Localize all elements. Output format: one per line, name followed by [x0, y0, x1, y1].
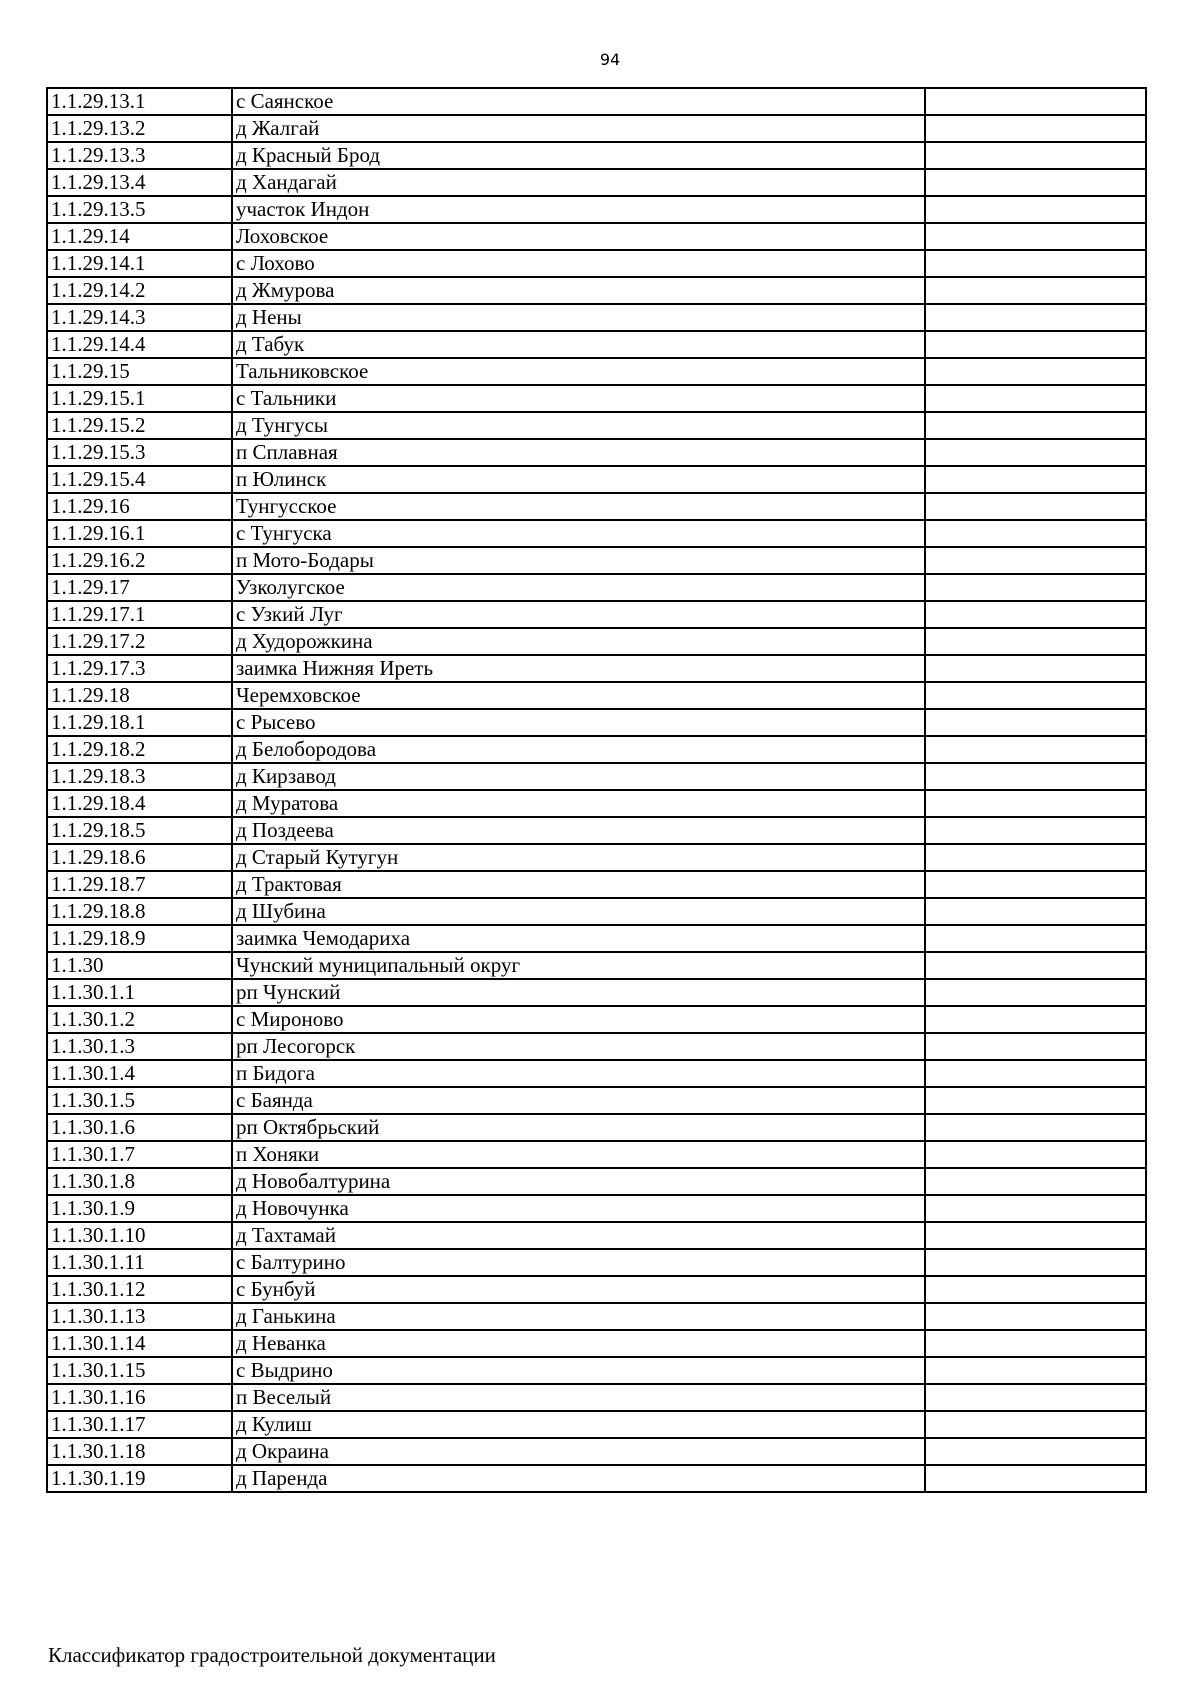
- table-row: [47, 844, 1146, 871]
- row-name-cell: с Рысево: [232, 709, 925, 736]
- row-code-cell: 1.1.29.15.3: [47, 439, 232, 466]
- table-row: [47, 1141, 1146, 1168]
- row-name-cell: д Шубина: [232, 898, 925, 925]
- row-name-cell: п Веселый: [232, 1384, 925, 1411]
- row-code-cell: 1.1.29.18.3: [47, 763, 232, 790]
- row-extra-cell: [925, 1114, 1146, 1141]
- row-code-cell: 1.1.30.1.8: [47, 1168, 232, 1195]
- row-extra-cell: [925, 1465, 1146, 1492]
- row-name-cell: Чунский муниципальный округ: [232, 952, 925, 979]
- row-extra-cell: [925, 1222, 1146, 1249]
- row-code-cell: 1.1.30.1.18: [47, 1438, 232, 1465]
- row-code-cell: 1.1.30.1.10: [47, 1222, 232, 1249]
- row-code-cell: 1.1.29.18.4: [47, 790, 232, 817]
- table-row: [47, 412, 1146, 439]
- table-row: [47, 790, 1146, 817]
- row-name-cell: Тальниковское: [232, 358, 925, 385]
- row-code-cell: 1.1.29.14: [47, 223, 232, 250]
- row-name-cell: д Кулиш: [232, 1411, 925, 1438]
- table-row: [47, 1330, 1146, 1357]
- row-code-cell: 1.1.29.13.4: [47, 169, 232, 196]
- row-extra-cell: [925, 520, 1146, 547]
- row-code-cell: 1.1.29.14.2: [47, 277, 232, 304]
- table-row: [47, 898, 1146, 925]
- row-extra-cell: [925, 1357, 1146, 1384]
- row-code-cell: 1.1.30.1.9: [47, 1195, 232, 1222]
- row-extra-cell: [925, 1168, 1146, 1195]
- row-extra-cell: [925, 709, 1146, 736]
- row-name-cell: п Мото-Бодары: [232, 547, 925, 574]
- table-row: [47, 871, 1146, 898]
- row-code-cell: 1.1.29.18.8: [47, 898, 232, 925]
- row-code-cell: 1.1.30.1.2: [47, 1006, 232, 1033]
- row-extra-cell: [925, 1303, 1146, 1330]
- row-name-cell: д Нены: [232, 304, 925, 331]
- row-extra-cell: [925, 763, 1146, 790]
- row-code-cell: 1.1.29.16.1: [47, 520, 232, 547]
- row-code-cell: 1.1.30.1.16: [47, 1384, 232, 1411]
- table-row: [47, 736, 1146, 763]
- row-code-cell: 1.1.30: [47, 952, 232, 979]
- row-name-cell: д Муратова: [232, 790, 925, 817]
- table-row: [47, 1222, 1146, 1249]
- table-row: [47, 358, 1146, 385]
- row-code-cell: 1.1.29.15.4: [47, 466, 232, 493]
- row-name-cell: д Тунгусы: [232, 412, 925, 439]
- row-name-cell: д Трактовая: [232, 871, 925, 898]
- row-name-cell: п Юлинск: [232, 466, 925, 493]
- row-extra-cell: [925, 142, 1146, 169]
- table-row: [47, 88, 1146, 115]
- row-code-cell: 1.1.30.1.17: [47, 1411, 232, 1438]
- row-extra-cell: [925, 1141, 1146, 1168]
- row-extra-cell: [925, 1033, 1146, 1060]
- row-extra-cell: [925, 682, 1146, 709]
- row-extra-cell: [925, 250, 1146, 277]
- table-row: [47, 223, 1146, 250]
- row-name-cell: д Хандагай: [232, 169, 925, 196]
- row-code-cell: 1.1.29.16.2: [47, 547, 232, 574]
- table-row: [47, 1168, 1146, 1195]
- row-code-cell: 1.1.29.13.5: [47, 196, 232, 223]
- table-row: [47, 1411, 1146, 1438]
- row-extra-cell: [925, 115, 1146, 142]
- row-extra-cell: [925, 88, 1146, 115]
- row-code-cell: 1.1.30.1.5: [47, 1087, 232, 1114]
- table-row: [47, 466, 1146, 493]
- row-extra-cell: [925, 871, 1146, 898]
- table-row: [47, 169, 1146, 196]
- table-row: [47, 115, 1146, 142]
- row-extra-cell: [925, 169, 1146, 196]
- row-code-cell: 1.1.29.14.4: [47, 331, 232, 358]
- row-extra-cell: [925, 736, 1146, 763]
- table-row: [47, 925, 1146, 952]
- row-code-cell: 1.1.29.18: [47, 682, 232, 709]
- row-name-cell: Узколугское: [232, 574, 925, 601]
- row-code-cell: 1.1.29.18.2: [47, 736, 232, 763]
- table-row: [47, 1249, 1146, 1276]
- row-extra-cell: [925, 925, 1146, 952]
- row-extra-cell: [925, 979, 1146, 1006]
- row-extra-cell: [925, 1438, 1146, 1465]
- row-name-cell: п Хоняки: [232, 1141, 925, 1168]
- row-code-cell: 1.1.29.18.6: [47, 844, 232, 871]
- table-row: [47, 655, 1146, 682]
- row-name-cell: с Саянское: [232, 88, 925, 115]
- table-row: [47, 1357, 1146, 1384]
- classifier-table: [46, 87, 1147, 1493]
- table-row: [47, 439, 1146, 466]
- row-name-cell: с Бунбуй: [232, 1276, 925, 1303]
- row-extra-cell: [925, 817, 1146, 844]
- row-extra-cell: [925, 628, 1146, 655]
- row-extra-cell: [925, 790, 1146, 817]
- table-row: [47, 1384, 1146, 1411]
- row-extra-cell: [925, 358, 1146, 385]
- row-name-cell: д Красный Брод: [232, 142, 925, 169]
- table-row: [47, 1087, 1146, 1114]
- row-name-cell: д Жмурова: [232, 277, 925, 304]
- row-name-cell: с Тальники: [232, 385, 925, 412]
- row-name-cell: д Поздеева: [232, 817, 925, 844]
- row-extra-cell: [925, 1384, 1146, 1411]
- row-name-cell: с Балтурино: [232, 1249, 925, 1276]
- table-row: [47, 1060, 1146, 1087]
- row-extra-cell: [925, 196, 1146, 223]
- row-name-cell: с Лохово: [232, 250, 925, 277]
- row-code-cell: 1.1.29.18.5: [47, 817, 232, 844]
- row-extra-cell: [925, 655, 1146, 682]
- row-extra-cell: [925, 412, 1146, 439]
- row-name-cell: д Паренда: [232, 1465, 925, 1492]
- table-row: [47, 1303, 1146, 1330]
- row-name-cell: с Баянда: [232, 1087, 925, 1114]
- row-name-cell: д Худорожкина: [232, 628, 925, 655]
- row-name-cell: Лоховское: [232, 223, 925, 250]
- row-code-cell: 1.1.29.15: [47, 358, 232, 385]
- row-extra-cell: [925, 898, 1146, 925]
- row-code-cell: 1.1.29.14.3: [47, 304, 232, 331]
- table-row: [47, 979, 1146, 1006]
- row-extra-cell: [925, 1330, 1146, 1357]
- table-row: [47, 1195, 1146, 1222]
- page-number: 94: [599, 50, 621, 69]
- row-name-cell: д Тахтамай: [232, 1222, 925, 1249]
- row-code-cell: 1.1.29.18.1: [47, 709, 232, 736]
- row-name-cell: д Неванка: [232, 1330, 925, 1357]
- row-name-cell: д Белобородова: [232, 736, 925, 763]
- row-code-cell: 1.1.29.17.2: [47, 628, 232, 655]
- table-row: [47, 493, 1146, 520]
- table-row: [47, 628, 1146, 655]
- table-row: [47, 1465, 1146, 1492]
- table-row: [47, 709, 1146, 736]
- table-row: [47, 142, 1146, 169]
- row-extra-cell: [925, 1276, 1146, 1303]
- row-name-cell: д Новочунка: [232, 1195, 925, 1222]
- row-name-cell: рп Октябрьский: [232, 1114, 925, 1141]
- row-name-cell: д Старый Кутугун: [232, 844, 925, 871]
- row-code-cell: 1.1.30.1.6: [47, 1114, 232, 1141]
- table-row: [47, 601, 1146, 628]
- row-name-cell: д Кирзавод: [232, 763, 925, 790]
- row-extra-cell: [925, 223, 1146, 250]
- table-row: [47, 547, 1146, 574]
- row-code-cell: 1.1.29.18.7: [47, 871, 232, 898]
- row-name-cell: рп Лесогорск: [232, 1033, 925, 1060]
- row-name-cell: с Тунгуска: [232, 520, 925, 547]
- row-code-cell: 1.1.29.13.1: [47, 88, 232, 115]
- row-name-cell: д Табук: [232, 331, 925, 358]
- row-code-cell: 1.1.30.1.1: [47, 979, 232, 1006]
- row-code-cell: 1.1.30.1.19: [47, 1465, 232, 1492]
- table-body: [47, 88, 1146, 1492]
- row-code-cell: 1.1.29.17.1: [47, 601, 232, 628]
- row-extra-cell: [925, 1087, 1146, 1114]
- table-row: [47, 520, 1146, 547]
- row-name-cell: с Выдрино: [232, 1357, 925, 1384]
- row-name-cell: п Бидога: [232, 1060, 925, 1087]
- table-row: [47, 196, 1146, 223]
- row-code-cell: 1.1.29.15.2: [47, 412, 232, 439]
- row-code-cell: 1.1.30.1.15: [47, 1357, 232, 1384]
- footer-text: Классификатор градостроительной документации: [48, 1643, 496, 1667]
- row-name-cell: д Ганькина: [232, 1303, 925, 1330]
- table-row: [47, 1114, 1146, 1141]
- row-code-cell: 1.1.30.1.7: [47, 1141, 232, 1168]
- row-extra-cell: [925, 1195, 1146, 1222]
- row-code-cell: 1.1.30.1.12: [47, 1276, 232, 1303]
- table-row: [47, 385, 1146, 412]
- row-name-cell: д Окраина: [232, 1438, 925, 1465]
- table-row: [47, 1276, 1146, 1303]
- row-extra-cell: [925, 493, 1146, 520]
- row-extra-cell: [925, 952, 1146, 979]
- row-extra-cell: [925, 1006, 1146, 1033]
- row-extra-cell: [925, 601, 1146, 628]
- row-extra-cell: [925, 1411, 1146, 1438]
- row-name-cell: д Новобалтурина: [232, 1168, 925, 1195]
- row-extra-cell: [925, 547, 1146, 574]
- table-row: [47, 1438, 1146, 1465]
- table-row: [47, 277, 1146, 304]
- row-code-cell: 1.1.29.13.2: [47, 115, 232, 142]
- row-extra-cell: [925, 574, 1146, 601]
- row-name-cell: Черемховское: [232, 682, 925, 709]
- row-code-cell: 1.1.30.1.13: [47, 1303, 232, 1330]
- row-name-cell: Тунгусское: [232, 493, 925, 520]
- table-row: [47, 250, 1146, 277]
- row-code-cell: 1.1.29.15.1: [47, 385, 232, 412]
- row-extra-cell: [925, 466, 1146, 493]
- table-row: [47, 1006, 1146, 1033]
- row-name-cell: п Сплавная: [232, 439, 925, 466]
- row-extra-cell: [925, 304, 1146, 331]
- row-name-cell: заимка Нижняя Ирeть: [232, 655, 925, 682]
- table-row: [47, 1033, 1146, 1060]
- row-extra-cell: [925, 331, 1146, 358]
- row-extra-cell: [925, 844, 1146, 871]
- row-code-cell: 1.1.29.13.3: [47, 142, 232, 169]
- row-code-cell: 1.1.29.17.3: [47, 655, 232, 682]
- table-row: [47, 574, 1146, 601]
- table-row: [47, 682, 1146, 709]
- row-code-cell: 1.1.29.16: [47, 493, 232, 520]
- row-extra-cell: [925, 1249, 1146, 1276]
- row-name-cell: заимка Чемодариха: [232, 925, 925, 952]
- row-name-cell: рп Чунский: [232, 979, 925, 1006]
- row-code-cell: 1.1.29.18.9: [47, 925, 232, 952]
- table-row: [47, 763, 1146, 790]
- table-row: [47, 304, 1146, 331]
- table-row: [47, 331, 1146, 358]
- row-code-cell: 1.1.30.1.4: [47, 1060, 232, 1087]
- row-code-cell: 1.1.30.1.14: [47, 1330, 232, 1357]
- table-row: [47, 952, 1146, 979]
- row-name-cell: участок Индон: [232, 196, 925, 223]
- row-code-cell: 1.1.30.1.3: [47, 1033, 232, 1060]
- table-row: [47, 817, 1146, 844]
- row-extra-cell: [925, 385, 1146, 412]
- row-name-cell: д Жалгай: [232, 115, 925, 142]
- row-code-cell: 1.1.30.1.11: [47, 1249, 232, 1276]
- row-code-cell: 1.1.29.14.1: [47, 250, 232, 277]
- row-code-cell: 1.1.29.17: [47, 574, 232, 601]
- row-extra-cell: [925, 1060, 1146, 1087]
- row-name-cell: с Мироново: [232, 1006, 925, 1033]
- row-name-cell: с Узкий Луг: [232, 601, 925, 628]
- row-extra-cell: [925, 277, 1146, 304]
- row-extra-cell: [925, 439, 1146, 466]
